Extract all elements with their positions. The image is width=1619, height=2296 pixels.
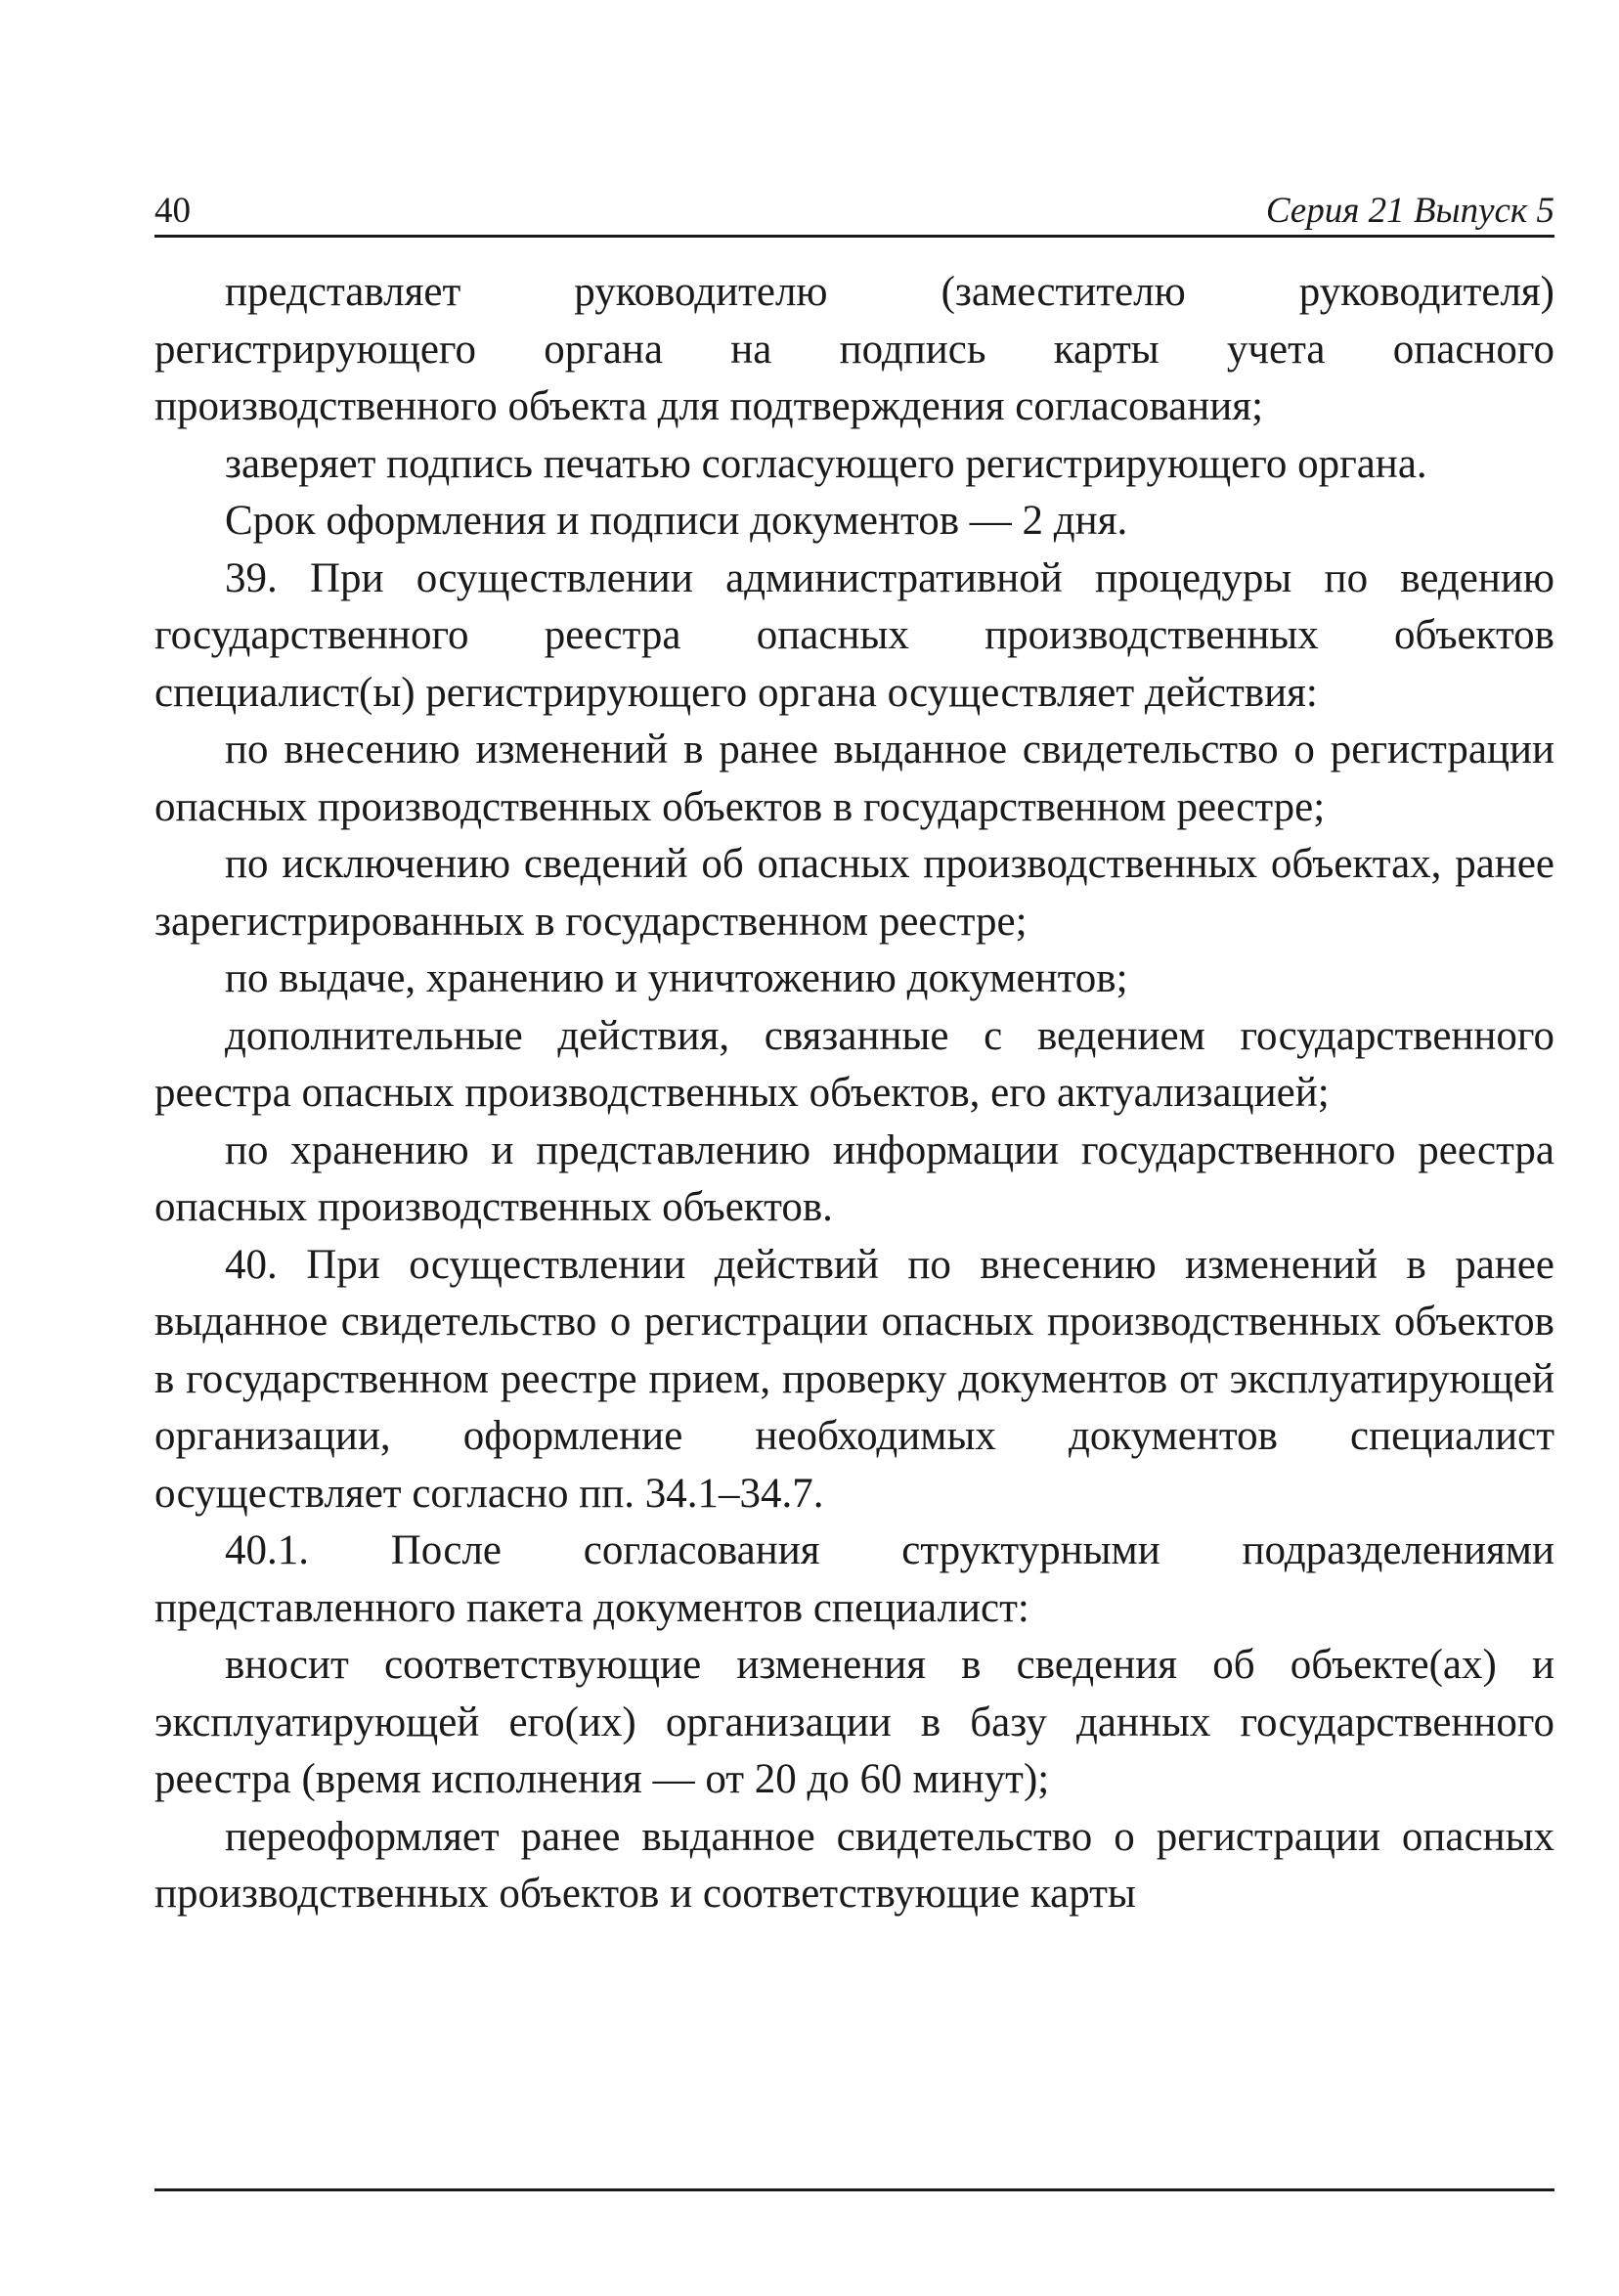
paragraph: представляет руководителю (заместителю руководителя) регистрирующего органа на подпись карты учета опасного производственного объекта для подтверждения согласования;	[154, 269, 1554, 429]
running-title: Серия 21 Выпуск 5	[1265, 191, 1554, 231]
paragraph: заверяет подпись печатью согласующего регистрирующего органа.	[225, 440, 1427, 487]
paragraph: дополнительные действия, связанные с ведением государственного реестра опасных производственных объектов, его актуализацией;	[154, 1012, 1554, 1116]
paragraph: Срок оформления и подписи документов — 2 дня.	[225, 498, 1128, 544]
paragraph: по выдаче, хранению и уничтожению документов;	[225, 955, 1128, 1001]
paragraph: по внесению изменений в ранее выданное свидетельство о регистрации опасных производственных объектов в государственном реестре;	[154, 727, 1554, 830]
paragraph: 40.1. После согласования структурными подразделениями представленного пакета документов специалист:	[154, 1527, 1554, 1631]
paragraph: 40. При осуществлении действий по внесению изменений в ранее выданное свидетельство о регистрации опасных производственных объектов в государственном реестре прием, проверку документов от эксплуатирующей организации, оформление необходимых документов специалист осуществляет согласно пп. 34.1–34.7.	[154, 1241, 1554, 1517]
paragraph: по хранению и представлению информации государственного реестра опасных производственных объектов.	[154, 1126, 1554, 1230]
page-header	[154, 184, 1554, 238]
paragraph: вносит соответствующие изменения в сведения об объекте(ах) и эксплуатирующей его(их) организации в базу данных государственного реестра (время исполнения — от 20 до 60 минут);	[154, 1642, 1554, 1802]
page-body	[154, 264, 1554, 2171]
paragraph: по исключению сведений об опасных производственных объектах, ранее зарегистрированных в государственном реестре;	[154, 841, 1554, 945]
paragraph: 39. При осуществлении административной процедуры по ведению государственного реестра опасных производственных объектов специалист(ы) регистрирующего органа осуществляет действия:	[154, 554, 1554, 716]
footer-rule	[154, 2188, 1554, 2191]
page-number: 40	[154, 191, 191, 231]
paragraph: переоформляет ранее выданное свидетельство о регистрации опасных производственных объектов и соответствующие карты	[154, 1813, 1554, 1917]
